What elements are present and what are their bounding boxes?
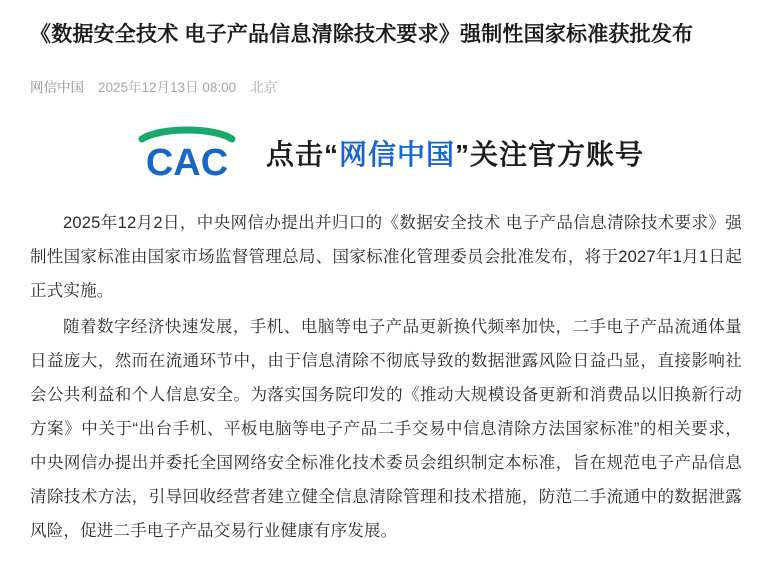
article-meta <box>30 76 742 96</box>
meta-source: 网信中国 <box>30 80 84 95</box>
page-title: 《数据安全技术 电子产品信息清除技术要求》强制性国家标准获批发布 <box>30 23 694 46</box>
paragraph: 随着数字经济快速发展，手机、电脑等电子产品更新换代频率加快，二手电子产品流通体量日益庞大，然而在流通环节中，由于信息清除不彻底导致的数据泄露风险日益凸显，直接影响社会公共利益和个人信息安全。为落实国务院印发的《推动大规模设备更新和消费品以旧换新行动方案》中关于“出台手机、平板电脑等电子产品二手交易中信息清除方法国家标准”的相关要求，中央网信办提出并委托全国网络安全标准化技术委员会组织制定本标准，旨在规范电子产品信息清除技术方法，引导回收经营者建立健全信息清除管理和技术措施，防范二手流通中的数据泄露风险，促进二手电子产品交易行业健康有序发展。 <box>30 318 742 540</box>
article-body <box>30 206 742 548</box>
banner-text <box>266 133 644 173</box>
meta-location: 北京 <box>250 80 278 95</box>
follow-account-banner[interactable] <box>30 120 742 186</box>
svg-text:CAC: CAC <box>145 142 229 181</box>
meta-date: 2025年12月13日 08:00 <box>98 80 237 95</box>
banner-highlight: 网信中国 <box>338 139 455 170</box>
banner-suffix: ”关注官方账号 <box>455 139 645 170</box>
banner-prefix: 点击“ <box>265 139 339 170</box>
cac-logo-icon <box>128 125 246 181</box>
paragraph: 2025年12月2日，中央网信办提出并归口的《数据安全技术 电子产品信息清除技术要求》强制性国家标准由国家市场监督管理总局、国家标准化管理委员会批准发布，将于2027年1月1日起正式实施。 <box>30 214 742 300</box>
